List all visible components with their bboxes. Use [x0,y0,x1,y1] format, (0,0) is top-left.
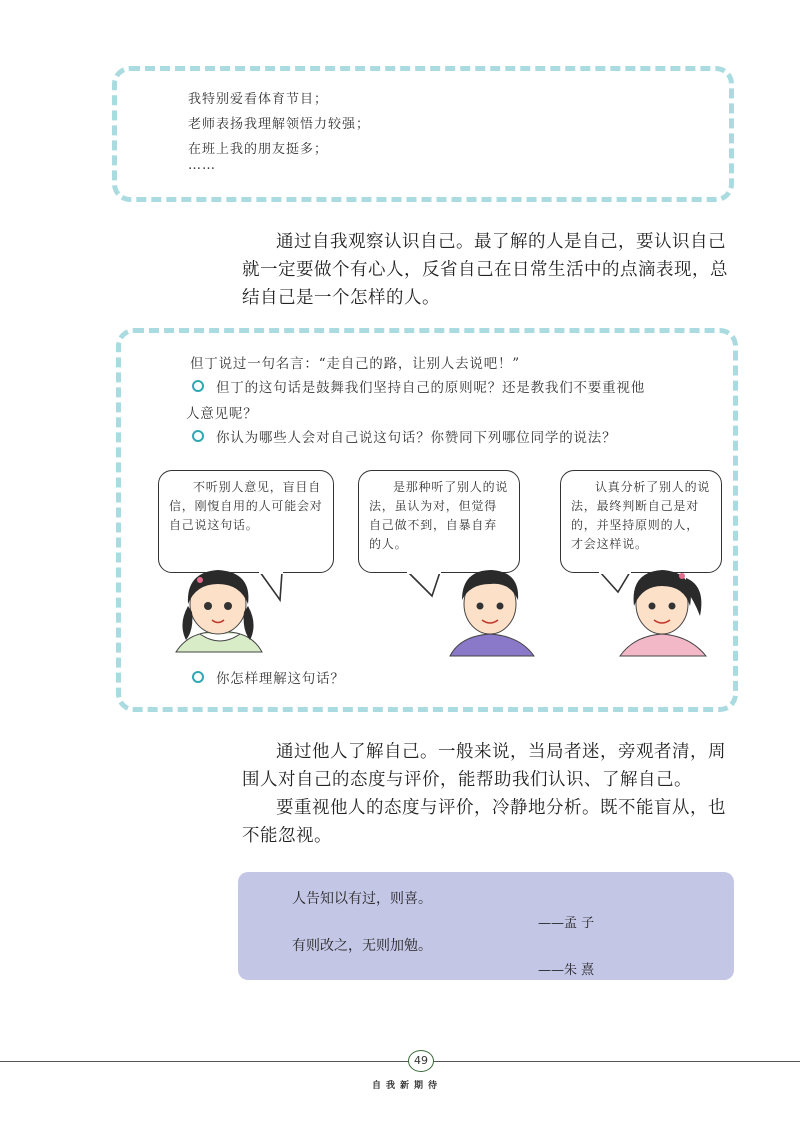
circle-bullet-icon [192,380,204,392]
quote-intro: 但丁说过一句名言：“走自己的路，让别人去说吧！” [190,356,521,372]
speech-bubble-text: 不听别人意见，盲目自信，刚愎自用的人可能会对自己说这句话。 [169,480,323,532]
quote-author: ——孟 子 [538,916,595,931]
example-line: 我特别爱看体育节目； [188,92,329,107]
body-paragraph-line: 就一定要做个有心人，反省自己在日常生活中的点滴表现，总 [242,260,728,280]
page-number: 49 [408,1050,434,1072]
quote-text: 人告知以有过，则喜。 [292,891,432,907]
circle-bullet-icon [192,671,204,683]
speech-bubble [358,470,520,573]
bubble-tail [600,572,630,592]
question-line: 你认为哪些人会对自己说这句话？你赞同下列哪位同学的说法？ [216,430,617,446]
body-paragraph-line: 要重视他人的态度与评价，冷静地分析。既不能盲从，也 [276,798,726,818]
example-box [112,66,734,202]
example-line: 在班上我的朋友挺多； [188,142,329,157]
quote-text: 有则改之，无则加勉。 [292,938,432,954]
quote-author: ——朱 熹 [538,963,595,978]
question-line: 你怎样理解这句话？ [216,671,345,687]
boy-middle-figure [450,570,534,656]
speech-bubble-text: 认真分析了别人的说法，最终判断自己是对的，并坚持原则的人，才会这样说。 [571,480,711,551]
bubble-tail [260,572,282,600]
footer-divider [0,1061,800,1062]
body-paragraph-line: 结自己是一个怎样的人。 [242,288,440,308]
example-line: 老师表扬我理解领悟力较强； [188,117,371,132]
speech-bubble [560,470,722,573]
speech-bubble-text: 是那种听了别人的说法，虽认为对，但觉得自己做不到，自暴自弃的人。 [369,480,509,551]
question-line: 人意见呢？ [186,406,258,422]
body-paragraph-line: 围人对自己的态度与评价，能帮助我们认识、了解自己。 [242,770,692,790]
question-line: 但丁的这句话是鼓舞我们坚持自己的原则呢？还是教我们不要重视他 [216,380,645,396]
book-title: 自我新期待 [372,1081,443,1091]
circle-bullet-icon [192,430,204,442]
body-paragraph-line: 通过他人了解自己。一般来说，当局者迷，旁观者清，周 [276,742,726,762]
bubble-tail [408,572,440,596]
body-paragraph-line: 不能忽视。 [242,826,332,846]
speech-bubble [158,470,334,573]
body-paragraph-line: 通过自我观察认识自己。最了解的人是自己，要认识自己 [276,232,726,252]
students-illustration [150,560,740,660]
girl-left-figure [176,570,262,652]
example-line: …… [188,158,216,173]
girl-right-figure [620,570,706,656]
